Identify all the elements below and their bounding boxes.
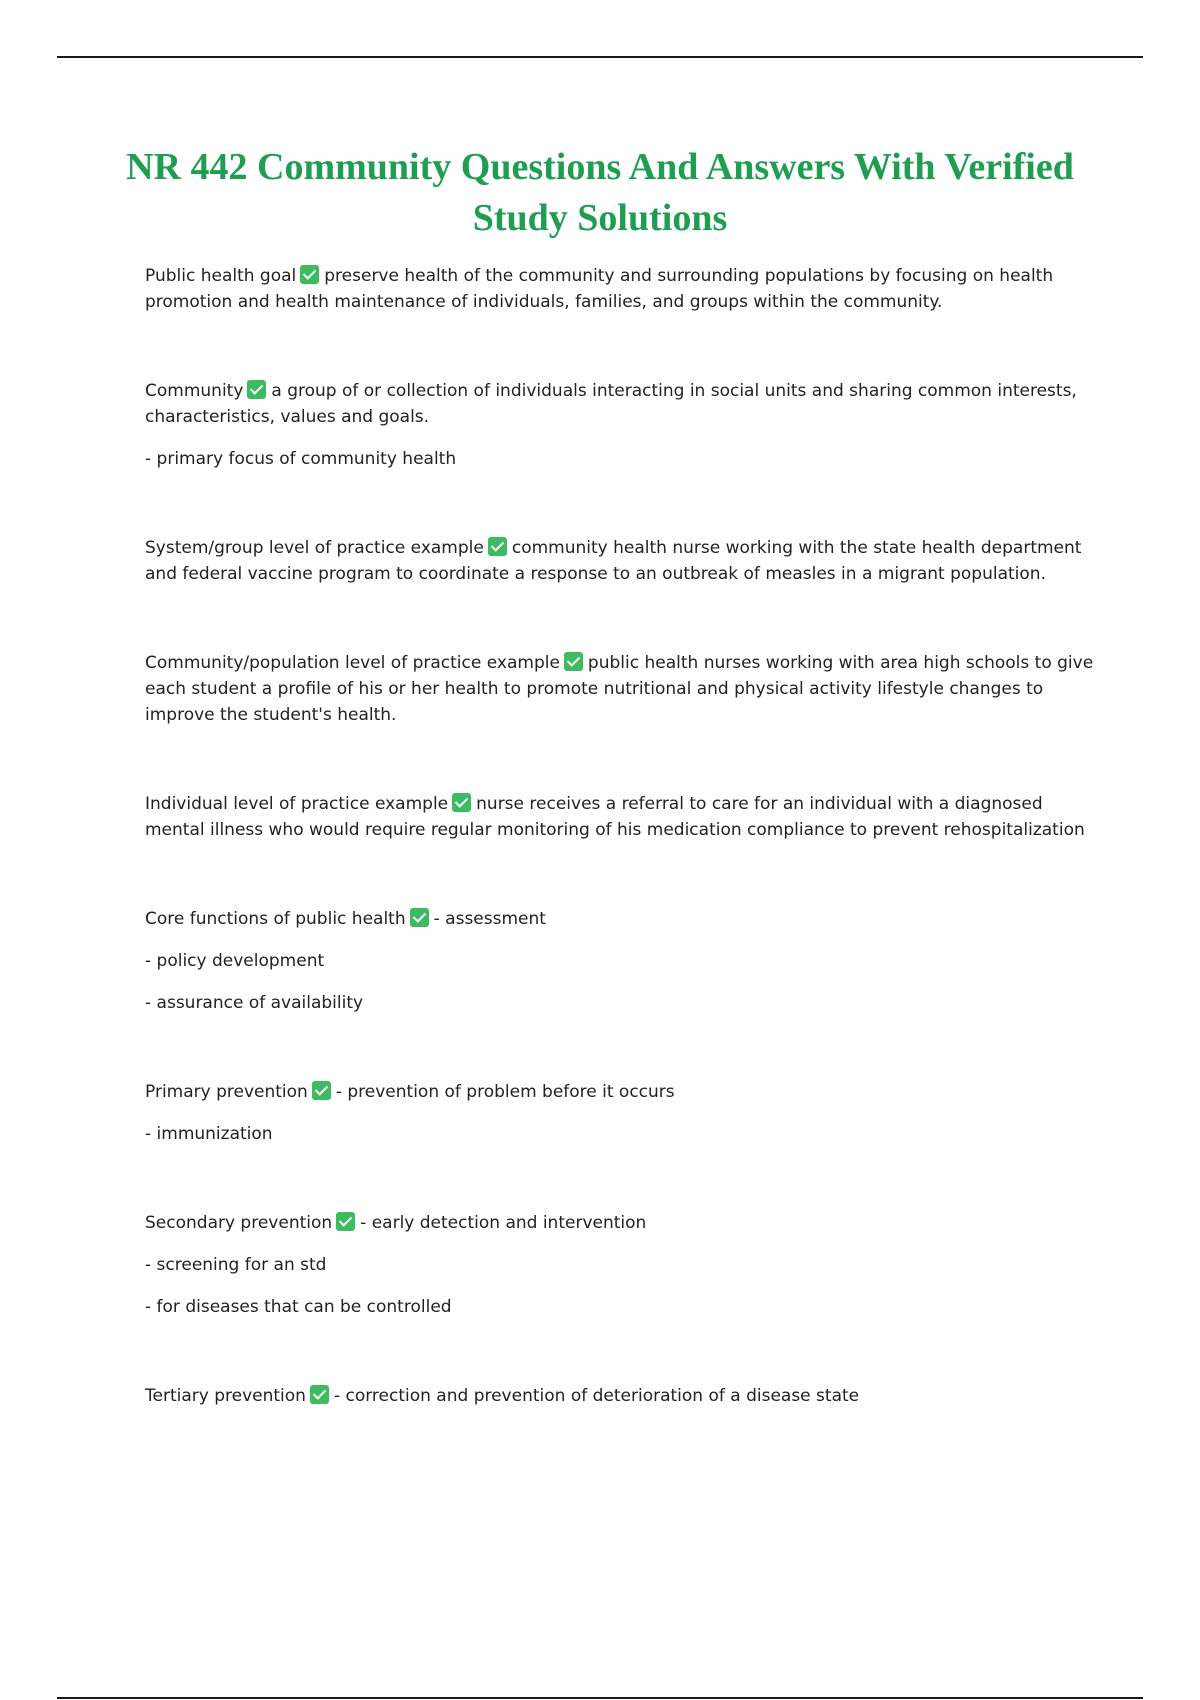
qa-term: Community (145, 381, 244, 401)
qa-list (145, 263, 1095, 1472)
check-icon (452, 793, 471, 812)
qa-entry (145, 1210, 1095, 1320)
qa-term: Community/population level of practice example (145, 653, 560, 673)
qa-entry (145, 378, 1095, 472)
qa-entry (145, 263, 1095, 315)
qa-answer: nurse receives a referral to care for an individual with a diagnosed mental illness who would require regular monitoring of his medication compliance to prevent rehospitalization (145, 794, 1085, 840)
qa-term: Primary prevention (145, 1082, 308, 1102)
qa-extra: - immunization (145, 1124, 273, 1144)
check-icon (336, 1212, 355, 1231)
qa-line (145, 263, 1095, 315)
check-icon (310, 1385, 329, 1404)
qa-extra: - primary focus of community health (145, 449, 457, 469)
qa-line (145, 1079, 1095, 1105)
check-icon (247, 380, 266, 399)
qa-line (145, 1383, 1095, 1409)
qa-answer: - prevention of problem before it occurs (335, 1082, 675, 1102)
check-icon (410, 908, 429, 927)
qa-line (145, 1210, 1095, 1236)
qa-extra: - assurance of availability (145, 993, 364, 1013)
qa-term: Public health goal (145, 266, 297, 286)
top-rule (57, 56, 1143, 58)
qa-entry (145, 791, 1095, 843)
qa-line (145, 378, 1095, 430)
qa-entry (145, 1383, 1095, 1409)
check-icon (300, 265, 319, 284)
qa-entry (145, 650, 1095, 728)
qa-answer: public health nurses working with area high schools to give each student a profile of his or her health to promote nutritional and physical activity lifestyle changes to improve the student's health. (145, 653, 1094, 725)
qa-answer: - correction and prevention of deterioration of a disease state (333, 1386, 860, 1406)
check-icon (312, 1081, 331, 1100)
qa-extra: - policy development (145, 951, 325, 971)
qa-answer: preserve health of the community and surrounding populations by focusing on health promotion and health maintenance of individuals, families, and groups within the community. (145, 266, 1054, 312)
qa-answer: - assessment (433, 909, 546, 929)
qa-line (145, 535, 1095, 587)
qa-line (145, 791, 1095, 843)
qa-entry (145, 535, 1095, 587)
qa-answer: community health nurse working with the state health department and federal vaccine program to coordinate a response to an outbreak of measles in a migrant population. (145, 538, 1082, 584)
qa-answer: a group of or collection of individuals interacting in social units and sharing common interests, characteristics, values and goals. (145, 381, 1077, 427)
check-icon (488, 537, 507, 556)
qa-line (145, 650, 1095, 728)
qa-extra: - screening for an std (145, 1255, 327, 1275)
document-title: NR 442 Community Questions And Answers With Verified Study Solutions (126, 146, 1074, 239)
check-icon (564, 652, 583, 671)
qa-answer: - early detection and intervention (360, 1213, 647, 1233)
qa-entry (145, 906, 1095, 1016)
qa-term: Core functions of public health (145, 909, 406, 929)
qa-term: Tertiary prevention (145, 1386, 306, 1406)
qa-term: System/group level of practice example (145, 538, 484, 558)
qa-entry (145, 1079, 1095, 1147)
qa-term: Individual level of practice example (145, 794, 449, 814)
qa-extra: - for diseases that can be controlled (145, 1297, 452, 1317)
qa-term: Secondary prevention (145, 1213, 333, 1233)
bottom-rule (57, 1697, 1143, 1699)
qa-line (145, 906, 1095, 932)
